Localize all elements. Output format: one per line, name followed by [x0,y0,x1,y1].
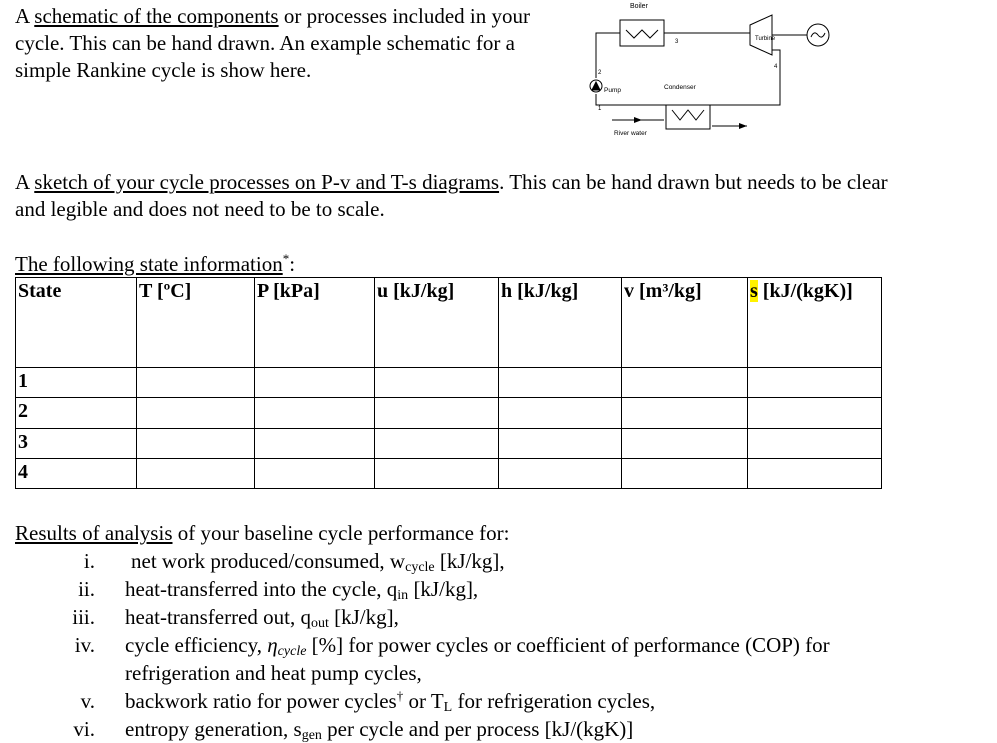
state-1-label: 1 [598,106,602,112]
table-header-row [16,278,882,368]
boiler-box [620,20,664,46]
generator-wave [811,33,825,37]
state-cell: 3 [16,428,137,458]
list-item: ii. heat-transferred into the cycle, $q_{in}$ [kJ/kg], [78,577,479,603]
boiler-coil [626,30,658,38]
pump-triangle [592,82,600,90]
turbine-label: Turbine [755,36,776,42]
condenser-coil [672,110,704,120]
col-entropy: s [kJ/(kgK)] [748,278,882,368]
list-item: iv. cycle efficiency, $\eta_{cycle}$ [%] for power cycles or coefficient of performance (COP) for refrigeration and heat pump cycles, [74,633,830,685]
col-internal-energy: u [kJ/kg] [375,278,499,368]
state-info-heading: The following state information*: [15,251,296,276]
river-water-label: River water [614,130,647,137]
list-item: i. net work produced/consumed, $w_{cycle}$ [kJ/kg], [83,549,505,575]
schematic-instructions: A schematic of the components or processes included in your cycle. This can be hand drawn. An example schematic for a simple Rankine cycle is show here. [15,4,530,82]
river-in-arrow [634,117,642,123]
state-2-label: 2 [598,70,602,76]
river-out-arrow [739,123,747,129]
boiler-label: Boiler [630,3,648,10]
pipe-condenser-to-pump [596,94,666,105]
state-cell: 1 [16,368,137,398]
condenser-label: Condenser [664,84,696,91]
col-enthalpy: h [kJ/kg] [499,278,622,368]
state-3-label: 3 [675,39,679,45]
state-4-label: 4 [774,64,778,70]
state-table [15,277,882,489]
col-temperature: T [ºC] [137,278,255,368]
col-pressure: P [kPa] [255,278,375,368]
col-state: State [16,278,137,368]
table-row [16,458,882,488]
table-row [16,428,882,458]
state-cell: 4 [16,458,137,488]
list-item: vi. entropy generation, $s_{gen}$ per cycle and per process [kJ/(kgK)] [73,717,634,743]
table-row [16,368,882,398]
schematic-heading-link: schematic of the components [34,4,279,28]
state-cell: 2 [16,398,137,428]
turbine-shape [750,15,772,55]
list-item: iii. heat-transferred out, $q_{out}$ [kJ/kg], [72,605,399,631]
list-item: v. backwork ratio for power cycles† or $T_L$ for refrigeration cycles, [80,688,656,715]
table-row [16,398,882,428]
rankine-schematic [582,0,844,142]
results-heading: Results of analysis of your baseline cycle performance for: [15,521,510,545]
results-section [15,519,830,743]
pump-label: Pump [604,87,621,94]
pipe-turbine-to-condenser [710,50,780,105]
entropy-highlight: s [750,280,758,302]
sketch-heading-link: sketch of your cycle processes on P-v and T-s diagrams [34,170,500,194]
sketch-instructions: A sketch of your cycle processes on P-v and T-s diagrams. This can be hand drawn but needs to be clear and legible and does not need to be to scale. [15,170,888,221]
col-specific-volume: v [m³/kg] [622,278,748,368]
condenser-box [666,105,710,129]
